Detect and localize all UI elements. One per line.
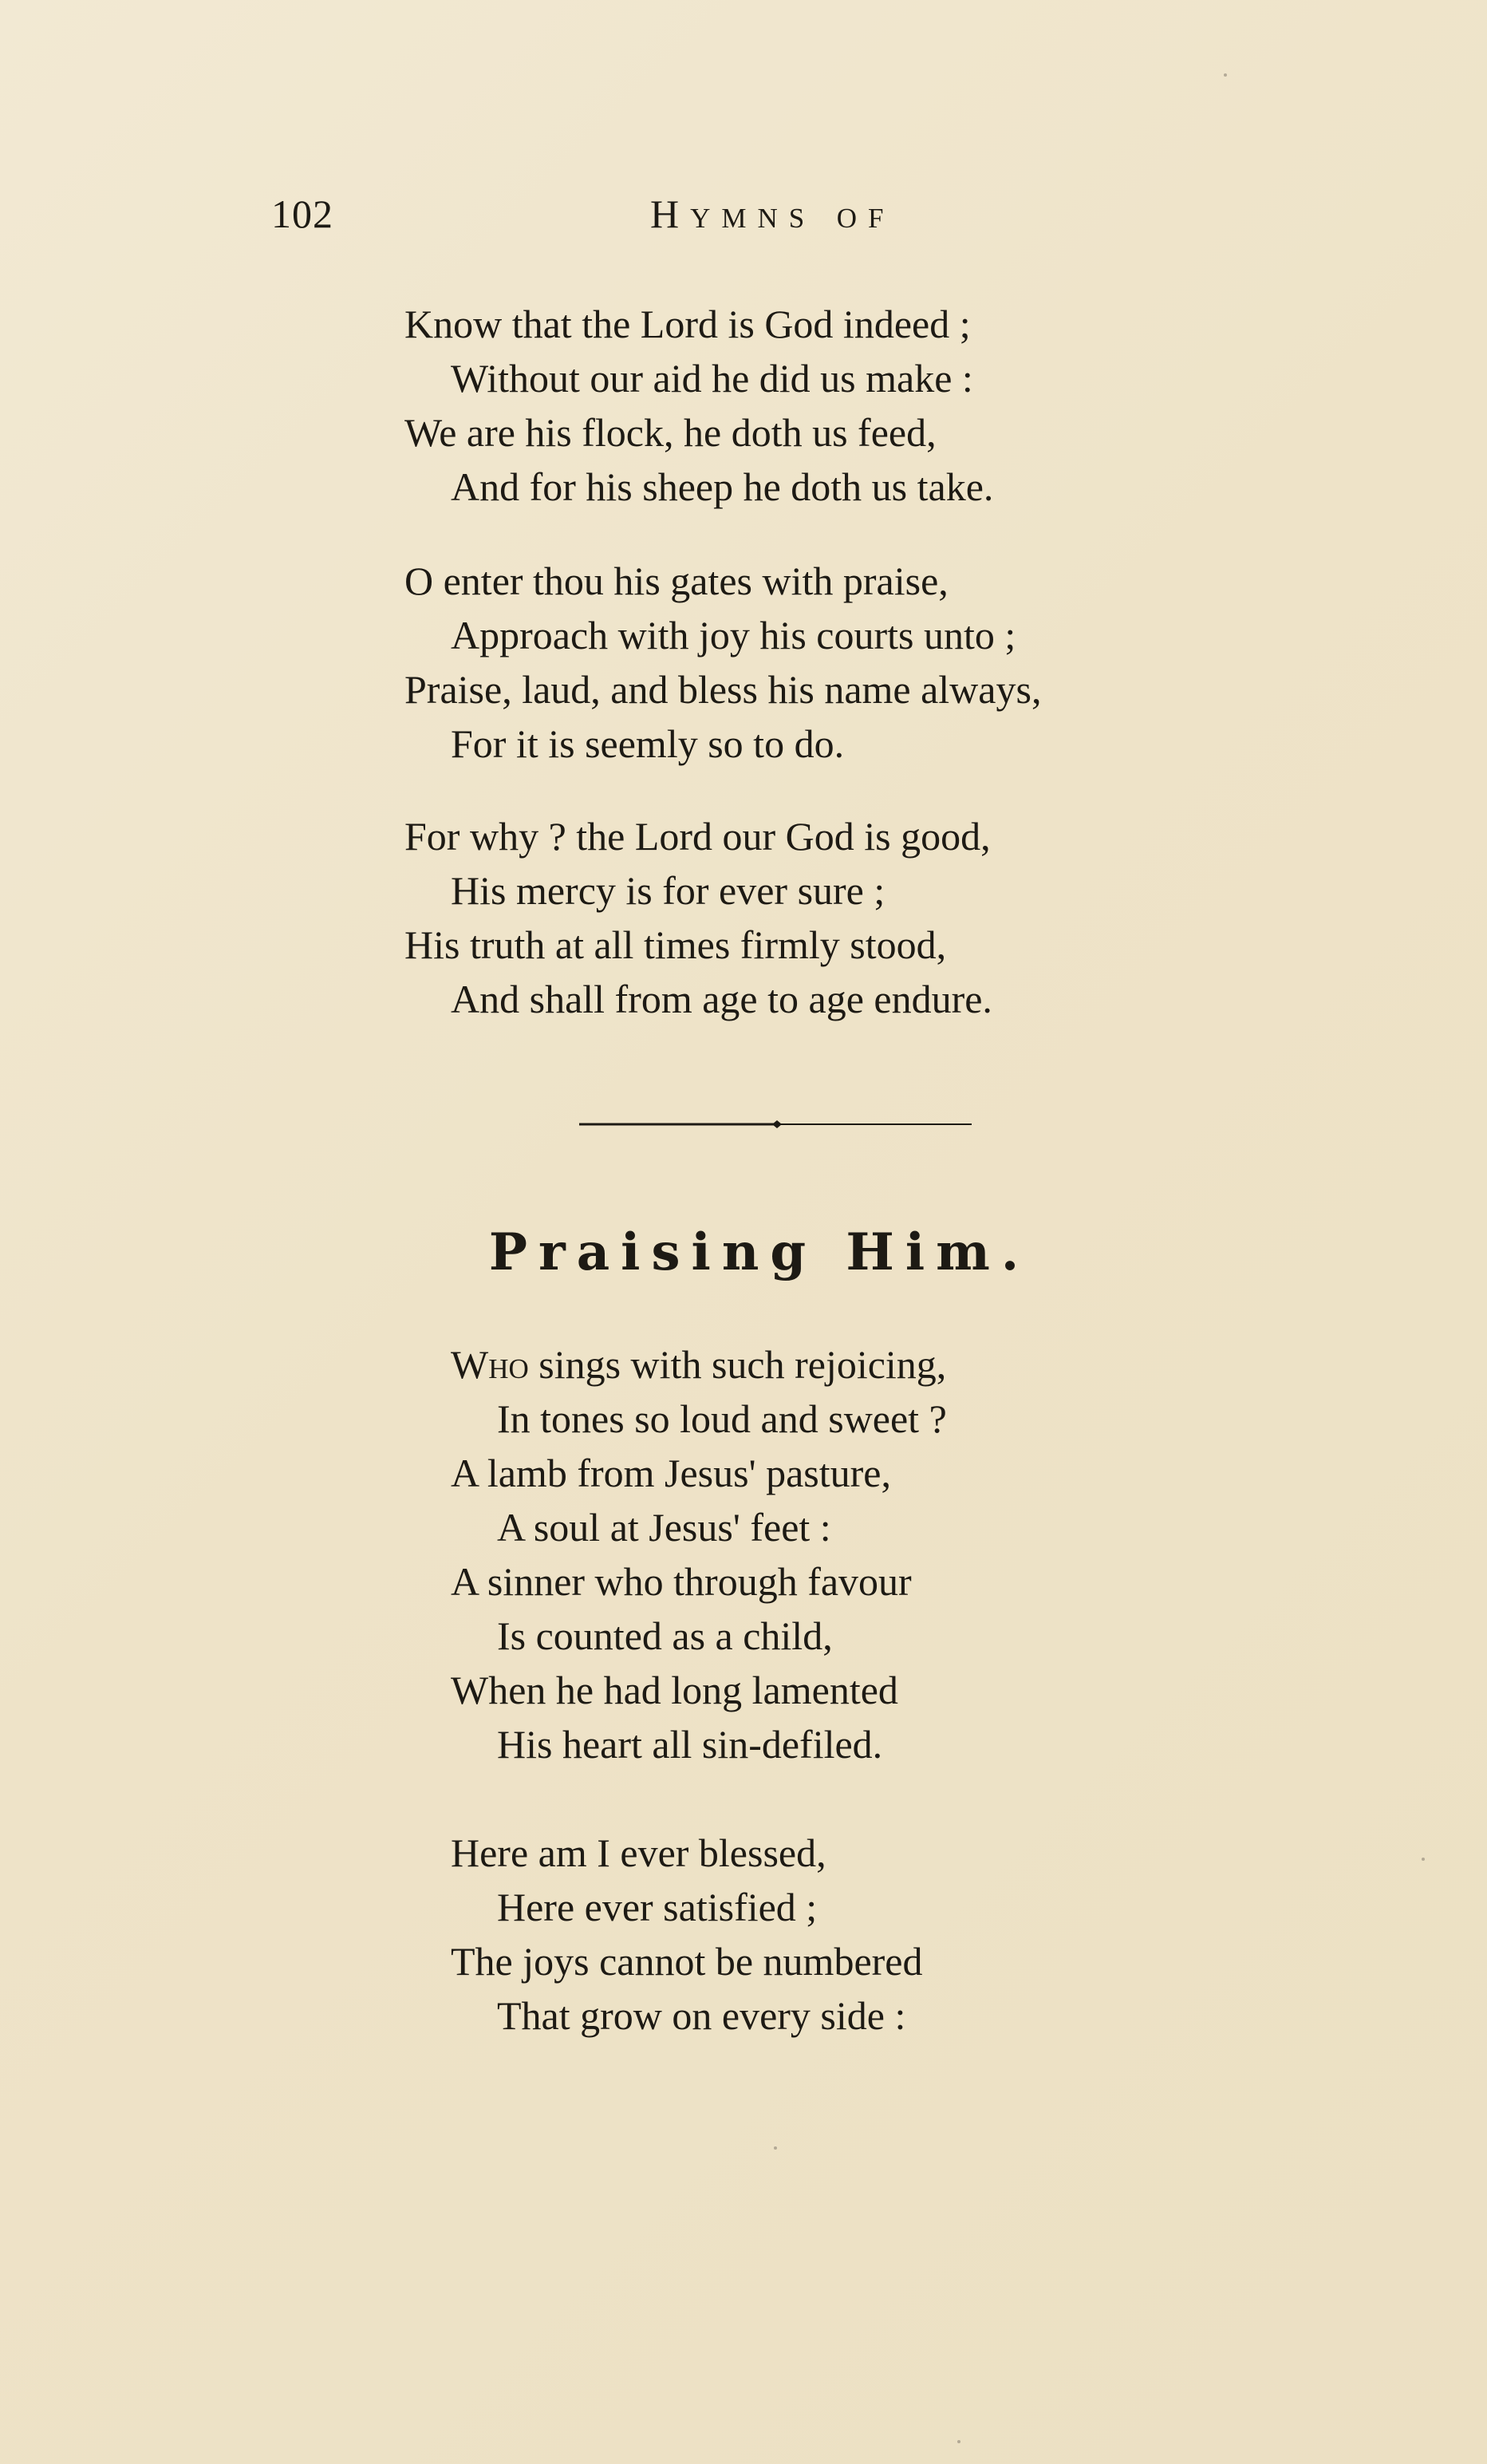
- diamond-ornament-icon: [772, 1120, 782, 1128]
- stanza: [404, 554, 1041, 771]
- paper-speck: [957, 2440, 960, 2443]
- verse-line: Without our aid he did us make :: [451, 356, 973, 401]
- verse-line: Is counted as a child,: [497, 1613, 833, 1658]
- verse-line: A lamb from Jesus' pasture,: [451, 1451, 891, 1495]
- verse-line-rest: sings with such rejoicing,: [528, 1342, 947, 1387]
- verse-line: The joys cannot be numbered: [451, 1939, 923, 1984]
- verse-line: His truth at all times firmly stood,: [404, 922, 947, 967]
- stanza: [451, 1337, 947, 1771]
- verse-line: A sinner who through favour: [451, 1559, 912, 1604]
- paper-speck: [1422, 1858, 1425, 1861]
- hymn-title: Praising Him.: [488, 1222, 1031, 1282]
- stanza: [451, 1826, 922, 2043]
- verse-line: When he had long lamented: [451, 1668, 898, 1712]
- verse-line: Approach with joy his courts unto ;: [451, 613, 1016, 657]
- verse-line: We are his flock, he doth us feed,: [404, 410, 937, 455]
- verse-line: Here ever satisfied ;: [497, 1885, 818, 1929]
- running-head-title: Hymns of: [650, 192, 895, 236]
- running-head: [0, 182, 1487, 246]
- verse-line: And for his sheep he doth us take.: [451, 464, 994, 509]
- paper-speck: [774, 2146, 777, 2150]
- verse-line: His heart all sin-defiled.: [497, 1722, 883, 1767]
- verse-line: In tones so loud and sweet ?: [497, 1396, 947, 1441]
- page-number: 102: [271, 192, 333, 236]
- verse-line: A soul at Jesus' feet :: [497, 1505, 831, 1550]
- verse-line: O enter thou his gates with praise,: [404, 559, 949, 603]
- verse-line: For why ? the Lord our God is good,: [404, 814, 991, 859]
- stanza: [404, 809, 992, 1026]
- verse-line: For it is seemly so to do.: [451, 721, 845, 766]
- verse-line: Praise, laud, and bless his name always,: [404, 667, 1042, 712]
- verse-line: And shall from age to age endure.: [451, 977, 992, 1021]
- stanza: [404, 297, 993, 514]
- verse-line: [451, 1337, 947, 1392]
- verse-line: That grow on every side :: [497, 1993, 906, 2038]
- verse-line: His mercy is for ever sure ;: [451, 868, 885, 913]
- section-divider: [576, 1120, 975, 1128]
- verse-line: Here am I ever blessed,: [451, 1830, 826, 1875]
- initial-word: Who: [451, 1342, 529, 1387]
- paper-speck: [1224, 73, 1227, 77]
- verse-line: Know that the Lord is God indeed ;: [404, 302, 971, 346]
